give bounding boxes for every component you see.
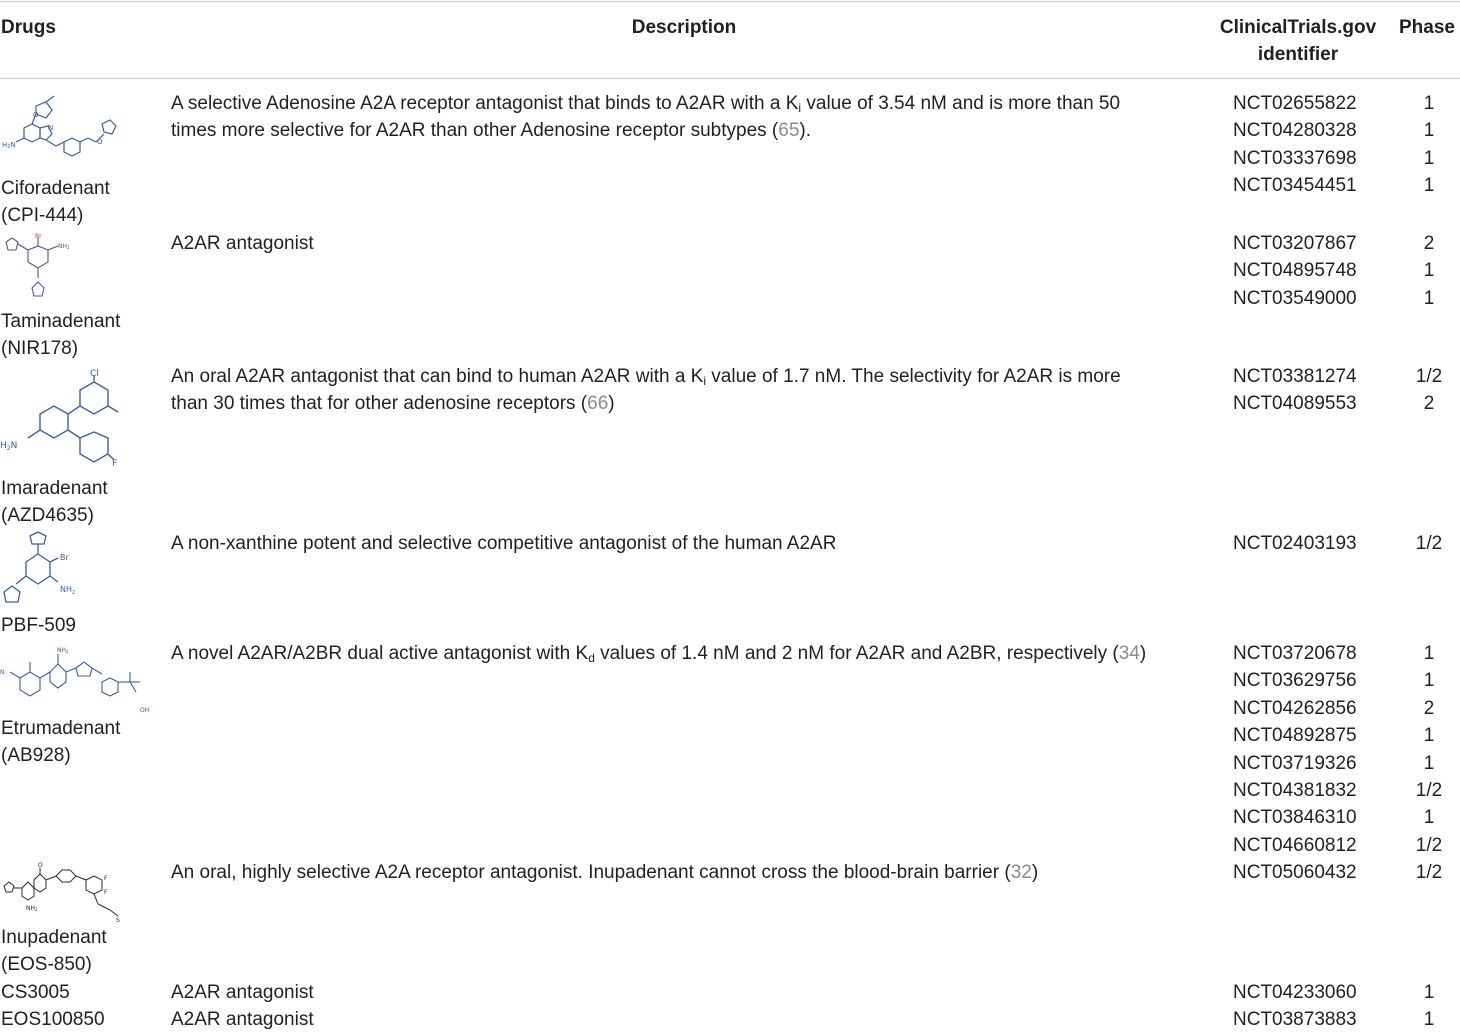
trial-id: NCT03846310 — [1233, 807, 1357, 829]
trial-ids-imaradenant — [1233, 363, 1373, 418]
header-identifier-line1: ClinicalTrials.gov — [1219, 17, 1377, 38]
header-identifier — [1212, 14, 1384, 68]
imaradenant-cl-label: Cl — [90, 369, 99, 379]
description-line: An oral, highly selective A2A receptor antagonist. Inupadenant cannot cross the blood-brain barrier (32) — [171, 862, 1039, 883]
inupadenant-f2-label: F — [104, 889, 108, 896]
phases-cs3005 — [1398, 979, 1460, 1006]
trial-phase: 1/2 — [1415, 533, 1443, 554]
trial-id: NCT03381274 — [1233, 366, 1357, 387]
phases-pbf-509 — [1398, 530, 1460, 557]
inupadenant-structure — [0, 860, 150, 928]
trial-phase: 1 — [1423, 147, 1435, 169]
ciforadenant-structure — [2, 92, 140, 168]
drug-name-etrumadenant — [1, 715, 120, 770]
drug-name: Taminadenant — [1, 311, 121, 332]
trial-phase: 1 — [1423, 752, 1435, 774]
taminadenant-structure — [0, 232, 80, 308]
trial-id: NCT04895748 — [1233, 260, 1357, 282]
inupadenant-s-label: S — [116, 917, 120, 924]
ciforadenant-o2-label: O — [97, 138, 103, 146]
description-line: A non-xanthine potent and selective competitive antagonist of the human A2AR — [171, 533, 837, 554]
trial-id: NCT04233060 — [1233, 982, 1357, 1003]
trial-ids-inupadenant — [1233, 859, 1373, 886]
reference-link[interactable]: 34 — [1118, 643, 1140, 664]
trial-phase: 1/2 — [1415, 862, 1443, 883]
description-line: A2AR antagonist — [171, 982, 314, 1003]
trial-phase: 1/2 — [1415, 366, 1443, 387]
trial-id: NCT04280328 — [1233, 120, 1357, 142]
inupadenant-f-label: F — [104, 875, 108, 882]
trial-id: NCT04892875 — [1233, 725, 1357, 747]
header-description: Description — [631, 17, 737, 38]
drug-name-ciforadenant — [1, 175, 110, 230]
header-identifier-line2: identifier — [1257, 44, 1339, 65]
drug-name: Ciforadenant — [1, 178, 110, 199]
trial-phase: 2 — [1423, 233, 1435, 254]
trial-phase: 1 — [1423, 120, 1435, 142]
etrumadenant-nh2-label: NH2 — [57, 647, 69, 654]
trial-phase: 1 — [1423, 670, 1435, 692]
trial-id: NCT04089553 — [1233, 393, 1357, 415]
pbf-509-structure — [0, 530, 84, 612]
drug-alias: (EOS-850) — [1, 954, 92, 976]
etrumadenant-structure — [0, 642, 156, 716]
trial-phase: 1 — [1423, 287, 1435, 309]
imaradenant-structure — [0, 366, 126, 478]
taminadenant-br-label: Br — [35, 233, 42, 240]
trial-id: NCT03629756 — [1233, 670, 1357, 692]
description-pbf-509 — [171, 530, 1201, 557]
inupadenant-o-label: O — [38, 862, 43, 869]
drug-name: PBF-509 — [1, 615, 76, 636]
description-etrumadenant — [171, 640, 1201, 667]
imaradenant-f-label: F — [112, 459, 118, 469]
trial-id: NCT02403193 — [1233, 533, 1357, 554]
ciforadenant-n-label: N — [48, 124, 54, 132]
ciforadenant-nh2-h-label: H2N — [2, 141, 16, 150]
trial-id: NCT03720678 — [1233, 643, 1357, 664]
trial-id: NCT03337698 — [1233, 147, 1357, 169]
description-line: A2AR antagonist — [171, 1009, 314, 1030]
trial-ids-cs3005 — [1233, 979, 1373, 1006]
description-line: An oral A2AR antagonist that can bind to human A2AR with a $K_i$ value of 1.7 nM. The selectivity for A2AR is more — [171, 366, 1121, 388]
header-phase: Phase — [1399, 17, 1455, 38]
pbf-509-nh2-label: $NH_2$ — [60, 585, 76, 596]
phases-imaradenant — [1398, 363, 1460, 418]
trial-ids-ciforadenant — [1233, 90, 1373, 200]
trial-phase: 1 — [1423, 93, 1435, 114]
trial-id: NCT04660812 — [1233, 834, 1357, 856]
trial-phase: 1 — [1423, 982, 1435, 1003]
reference-link[interactable]: 65 — [778, 120, 800, 142]
trial-ids-taminadenant — [1233, 230, 1373, 312]
trial-id: NCT05060432 — [1233, 862, 1357, 883]
drug-alias: (NIR178) — [1, 338, 79, 360]
drug-name-cs3005 — [1, 979, 70, 1006]
phases-etrumadenant — [1398, 640, 1460, 859]
description-line: times more selective for A2AR than other Adenosine receptor subtypes (65). — [171, 120, 812, 142]
drug-name: Inupadenant — [1, 927, 107, 948]
drug-alias: (CPI-444) — [1, 205, 84, 227]
drug-name: CS3005 — [1, 982, 70, 1003]
trial-id: NCT03207867 — [1233, 233, 1357, 254]
description-line: A selective Adenosine A2A receptor antagonist that binds to A2AR with a $K_i$ value of 3.54 nM and is more than 50 — [171, 93, 1121, 115]
trial-phase: 1 — [1423, 643, 1435, 664]
trial-id: NCT03454451 — [1233, 175, 1357, 197]
phases-taminadenant — [1398, 230, 1460, 312]
trial-phase: 2 — [1423, 697, 1435, 719]
trial-phase: 1/2 — [1415, 780, 1443, 802]
description-line: than 30 times that for other adenosine receptors (66) — [171, 393, 615, 415]
phases-ciforadenant — [1398, 90, 1460, 200]
drug-name: Imaradenant — [1, 478, 108, 499]
description-line: A2AR antagonist — [171, 233, 314, 254]
drug-name-taminadenant — [1, 308, 120, 363]
description-line: A novel A2AR/A2BR dual active antagonist with $K_d$ values of 1.4 nM and 2 nM for A2AR and A2BR, respectively (34) — [171, 643, 1147, 665]
trial-phase: 1/2 — [1415, 834, 1443, 856]
trial-id: NCT02655822 — [1233, 93, 1357, 114]
etrumadenant-oh-label: OH — [140, 707, 150, 714]
description-imaradenant — [171, 363, 1201, 418]
trial-phase: 1 — [1423, 725, 1435, 747]
ciforadenant-o-label: O — [33, 111, 39, 119]
etrumadenant-n-label: N — [0, 669, 5, 676]
header-drugs: Drugs — [1, 17, 56, 38]
drug-alias: (AB928) — [1, 745, 71, 767]
table-top-rule — [0, 1, 1460, 2]
taminadenant-nh2-label: NH2 — [58, 243, 70, 250]
phases-inupadenant — [1398, 859, 1460, 886]
reference-link[interactable]: 66 — [587, 393, 609, 415]
imaradenant-h2n-label: $H_2N$ — [0, 441, 18, 452]
trial-phase: 1 — [1423, 807, 1435, 829]
header-rule — [0, 78, 1460, 79]
trial-id: NCT03719326 — [1233, 752, 1357, 774]
trial-phase: 2 — [1423, 393, 1435, 415]
phases-eos100850 — [1398, 1006, 1460, 1033]
trial-ids-eos100850 — [1233, 1006, 1373, 1033]
description-taminadenant — [171, 230, 1201, 257]
description-eos100850 — [171, 1006, 1201, 1033]
description-cs3005 — [171, 979, 1201, 1006]
drug-name-imaradenant — [1, 475, 108, 530]
pbf-509-br-label: Br — [60, 553, 69, 562]
trial-id: NCT04262856 — [1233, 697, 1357, 719]
drug-name-eos100850 — [1, 1006, 105, 1033]
trial-id: NCT03549000 — [1233, 287, 1357, 309]
trial-phase: 1 — [1423, 260, 1435, 282]
drug-name-pbf-509 — [1, 612, 76, 639]
trial-phase: 1 — [1423, 175, 1435, 197]
reference-link[interactable]: 32 — [1010, 862, 1032, 883]
drug-name: EOS100850 — [1, 1009, 105, 1030]
inupadenant-nh2-label: NH2 — [26, 905, 38, 912]
description-inupadenant — [171, 859, 1201, 886]
trial-id: NCT04381832 — [1233, 780, 1357, 802]
trial-id: NCT03873883 — [1233, 1009, 1357, 1030]
drug-alias: (AZD4635) — [1, 505, 94, 527]
description-ciforadenant — [171, 90, 1201, 145]
trial-ids-etrumadenant — [1233, 640, 1373, 859]
trial-phase: 1 — [1423, 1009, 1435, 1030]
drug-name: Etrumadenant — [1, 718, 121, 739]
drug-name-inupadenant — [1, 924, 107, 979]
trial-ids-pbf-509 — [1233, 530, 1373, 557]
